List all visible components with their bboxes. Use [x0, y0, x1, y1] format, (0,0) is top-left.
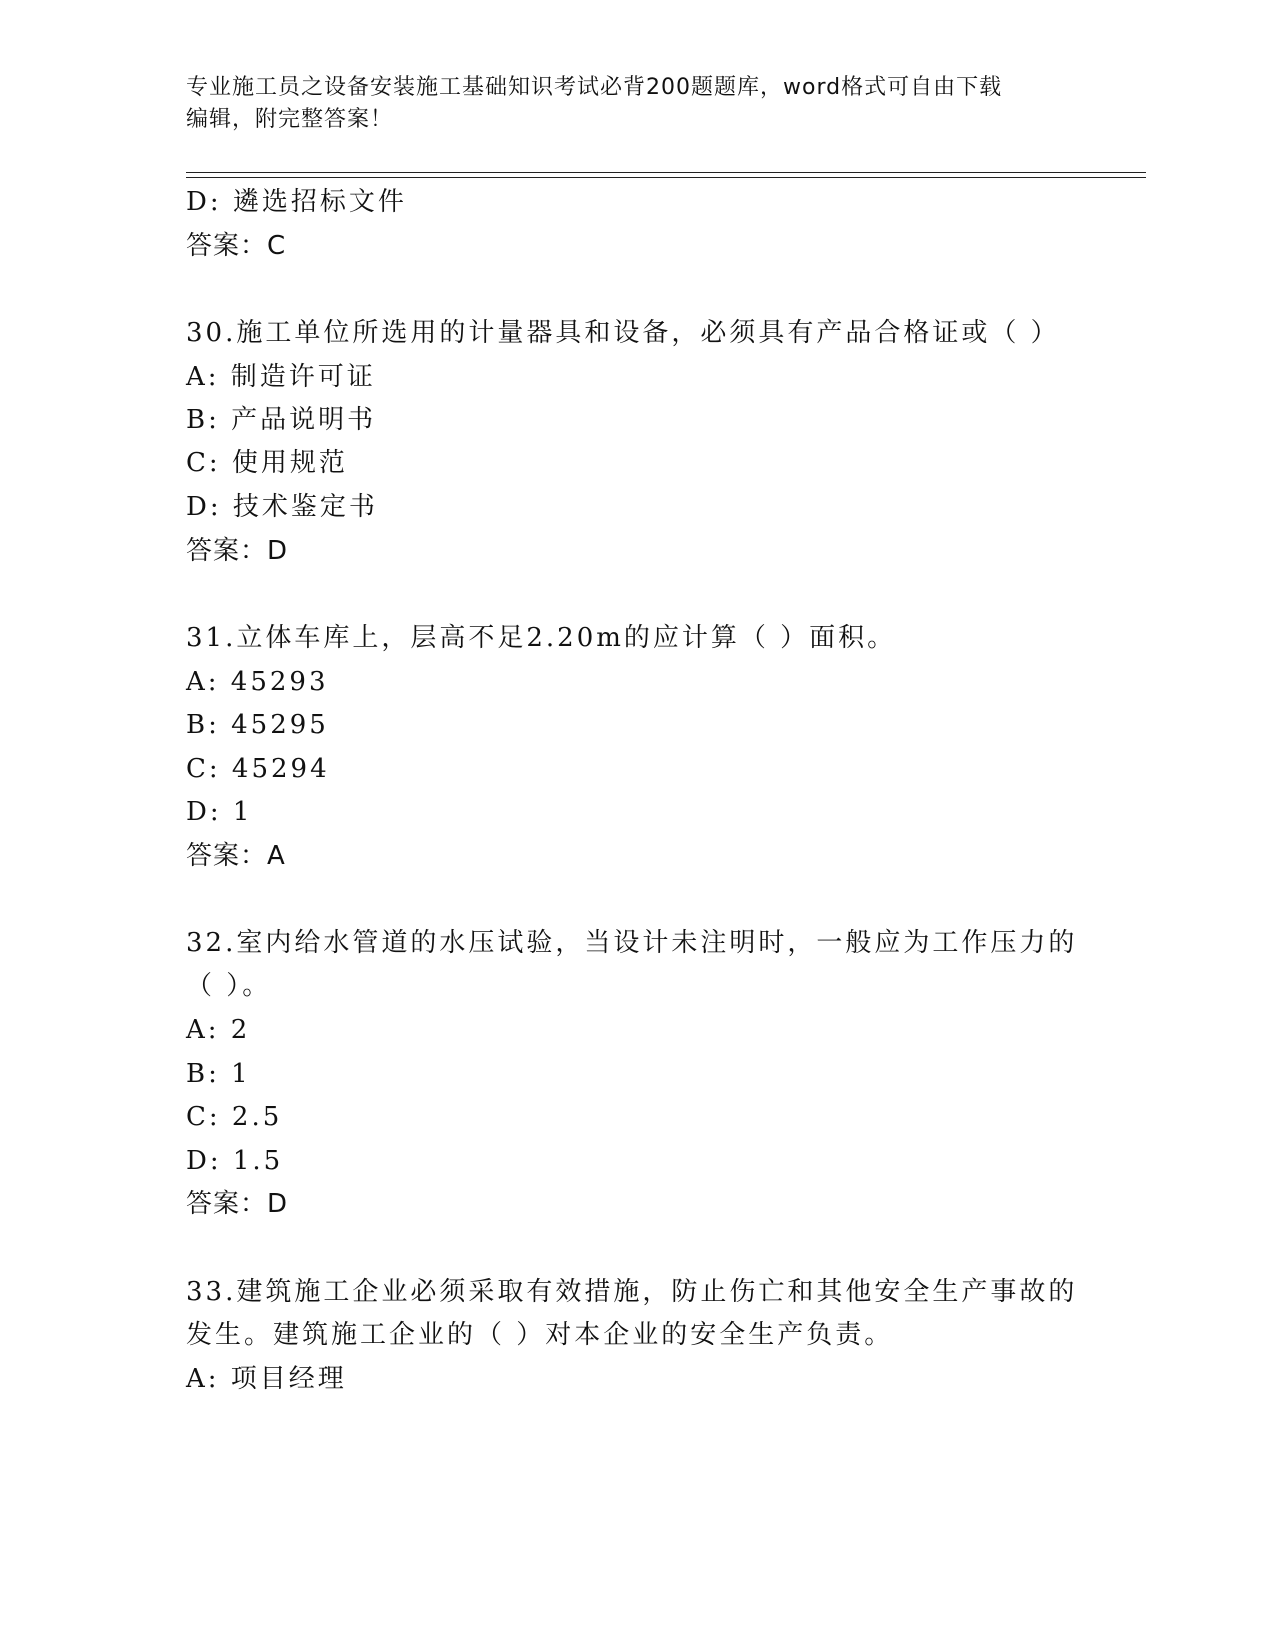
header-rule-bottom	[186, 177, 1146, 178]
question-31: 31.立体车库上，层高不足2.20m的应计算（ ）面积。	[186, 623, 897, 653]
answer: 答案：A	[186, 841, 286, 871]
question-30: 30.施工单位所选用的计量器具和设备，必须具有产品合格证或（ ）	[186, 318, 1060, 348]
option-a: A: 45293	[186, 667, 329, 697]
header-line-1: 专业施工员之设备安装施工基础知识考试必背200题题库，word格式可自由下载	[186, 75, 1003, 100]
option-a: A: 2	[186, 1015, 251, 1045]
option-c: C: 使用规范	[186, 448, 348, 478]
option-c: C: 45294	[186, 754, 330, 784]
answer: 答案：C	[186, 231, 287, 261]
header-rule-top	[186, 172, 1146, 173]
option-b: B: 产品说明书	[186, 405, 377, 435]
question-32: 32.室内给水管道的水压试验，当设计未注明时，一般应为工作压力的	[186, 928, 1078, 958]
header-line-2: 编辑，附完整答案！	[186, 107, 394, 132]
option-c: C: 2.5	[186, 1102, 283, 1132]
option-a: A: 制造许可证	[186, 362, 376, 392]
question-32-continued: （ ）。	[186, 971, 272, 1001]
document-header	[186, 72, 1086, 136]
answer: 答案：D	[186, 536, 289, 566]
option-b: B: 1	[186, 1059, 251, 1089]
option-b: B: 45295	[186, 710, 329, 740]
option-d: D: 遴选招标文件	[186, 187, 407, 217]
option-d: D: 技术鉴定书	[186, 492, 378, 522]
option-a: A: 项目经理	[186, 1364, 347, 1394]
question-33-continued: 发生。建筑施工企业的（ ）对本企业的安全生产负责。	[186, 1320, 894, 1350]
question-33: 33.建筑施工企业必须采取有效措施，防止伤亡和其他安全生产事故的	[186, 1277, 1078, 1307]
option-d: D: 1	[186, 797, 253, 827]
answer: 答案：D	[186, 1189, 289, 1219]
option-d: D: 1.5	[186, 1146, 284, 1176]
